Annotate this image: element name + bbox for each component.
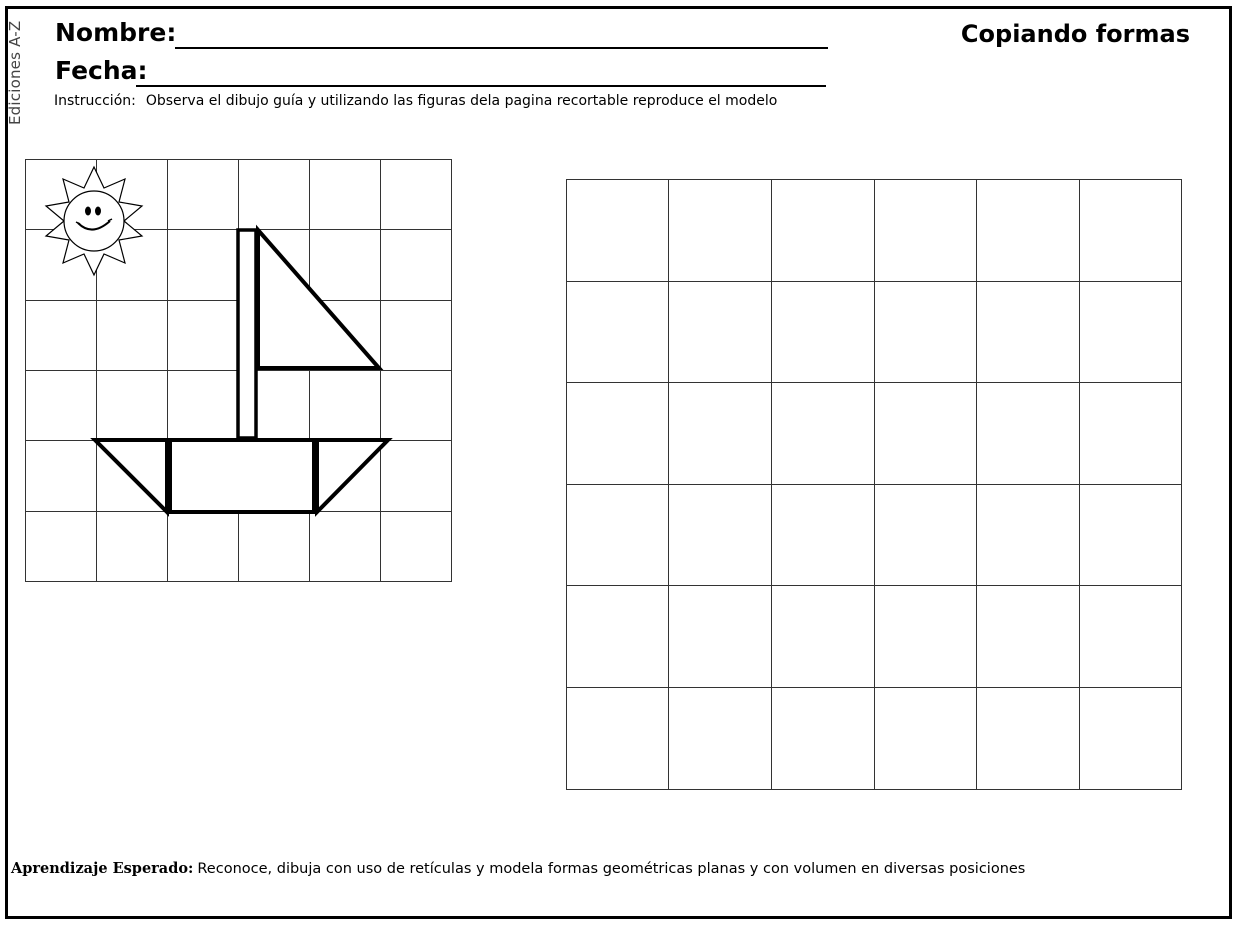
- learning-outcome: [11, 860, 1025, 877]
- name-line[interactable]: [175, 47, 828, 49]
- publisher-label: Ediciones A-Z: [6, 20, 24, 125]
- boat-hull-left: [95, 440, 167, 512]
- instruction: [54, 93, 777, 109]
- name-field: [55, 18, 176, 47]
- name-label: Nombre:: [55, 18, 177, 47]
- sun-icon: [46, 167, 142, 275]
- boat-hull-center: [170, 440, 314, 512]
- boat-sail: [258, 230, 379, 368]
- page-title: Copiando formas: [960, 20, 1190, 48]
- date-field: [55, 56, 148, 85]
- learning-outcome-text: Reconoce, dibuja con uso de retículas y modela formas geométricas planas y con volumen en diversas posiciones: [197, 861, 1026, 877]
- date-label: Fecha:: [55, 56, 148, 85]
- date-line[interactable]: [136, 85, 826, 87]
- answer-grid[interactable]: [560, 175, 1190, 795]
- model-grid: [20, 155, 460, 590]
- boat-mast: [238, 230, 256, 438]
- boat-hull-right: [317, 440, 388, 512]
- instruction-label: Instrucción:: [54, 93, 136, 109]
- instruction-text: Observa el dibujo guía y utilizando las figuras dela pagina recortable reproduce el modelo: [145, 93, 778, 109]
- learning-outcome-label: Aprendizaje Esperado:: [11, 860, 194, 877]
